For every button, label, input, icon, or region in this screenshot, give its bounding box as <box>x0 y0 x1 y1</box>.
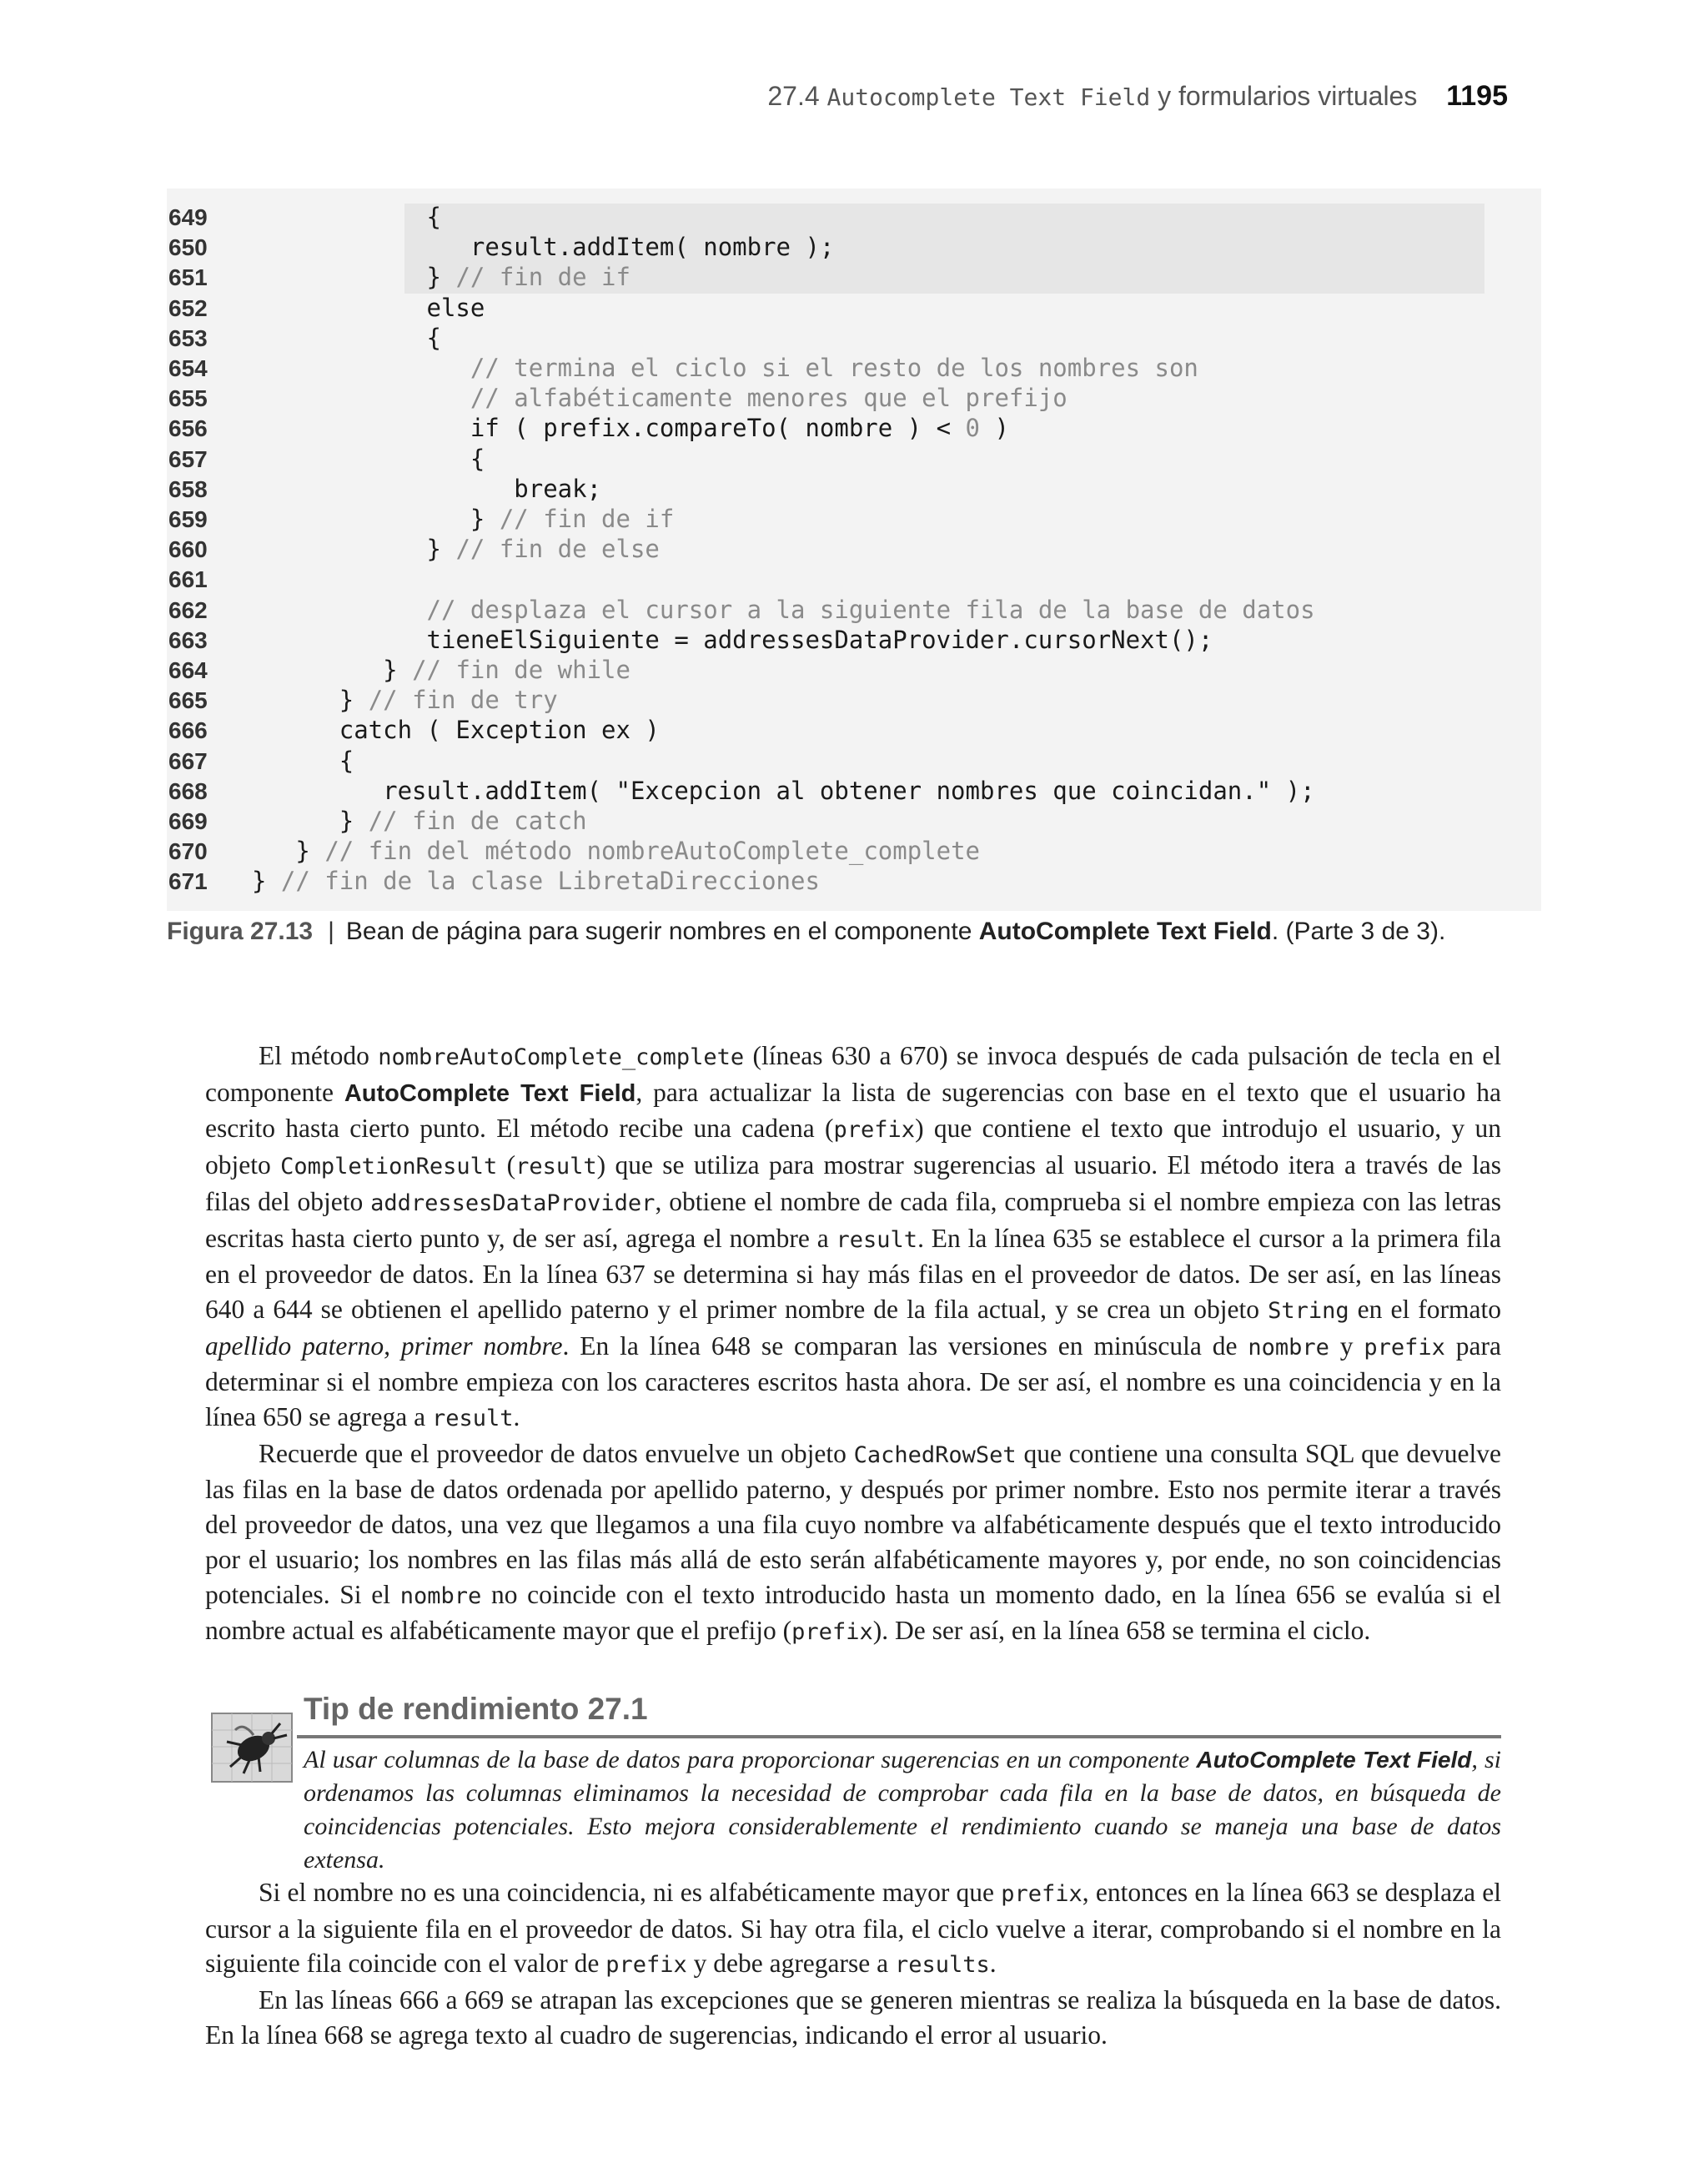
text-run: El método <box>259 1041 379 1070</box>
paragraph <box>205 1983 1501 2052</box>
tip-title: Tip de rendimiento 27.1 <box>304 1692 648 1726</box>
line-number: 650 <box>168 234 208 261</box>
text-run: Al usar columnas de la base de datos para proporcionar sugerencias en un componente <box>304 1746 1197 1773</box>
running-head <box>767 80 1508 113</box>
code-text: } <box>252 535 456 564</box>
section-title-code: Autocomplete Text Field <box>826 83 1151 111</box>
line-number: 668 <box>168 777 208 804</box>
performance-bug-icon <box>210 1705 294 1788</box>
text-run: que contiene una consulta SQL que devuelve las filas en la base de datos ordenada por apellido paterno, y después por primer nombre. Esto nos permite iterar a través del proveedor de datos, una vez que llegamos a una fila cuyo nombre va alfabéticamente después que el texto introducido por el usuario; los nombres en las filas más allá de esto serán alfabéticamente mayores y, por ende, no son coincidencias potenciales. Si el <box>205 1438 1502 1609</box>
code-text: } <box>252 837 325 866</box>
code-literal: 0 <box>965 414 980 443</box>
line-number: 655 <box>168 385 208 412</box>
text-run: . En la línea 635 se establece el cursor a la primera fila en el proveedor de datos. En la línea 637 se determina si hay más filas en el proveedor de datos. De ser así, en las líneas 640 a 644 se obtienen el apellido paterno y el primer nombre de la fila actual, y se crea un objeto <box>205 1223 1501 1324</box>
code-comment: // desplaza el cursor a la siguiente fila de la base de datos <box>426 595 1315 624</box>
code-text: { <box>252 746 354 775</box>
inline-code: result <box>515 1154 597 1180</box>
code-line <box>167 806 587 836</box>
line-number: 659 <box>168 506 208 532</box>
text-run: . En la línea 648 se comparan las versiones en minúscula de <box>562 1330 1248 1361</box>
code-comment: // fin de la clase LibretaDirecciones <box>280 867 820 896</box>
emphasis: apellido paterno, primer nombre <box>205 1330 563 1361</box>
text-run: para determinar si el nombre empieza con los caracteres escritos hasta ahora. De ser así, el nombre es una coincidencia y en la línea 650 se agrega a <box>205 1330 1502 1432</box>
inline-code: prefix <box>1001 1881 1083 1907</box>
tip-text <box>304 1743 1501 1877</box>
text-run: , para actualizar la lista de sugerencias con base en el texto que el usuario ha escrito hasta cierto punto. El método recibe una cadena ( <box>205 1077 1501 1144</box>
inline-code: nombre <box>1248 1334 1329 1361</box>
paragraph <box>205 1436 1501 1650</box>
inline-code: prefix <box>791 1619 873 1646</box>
code-text: { <box>252 323 441 352</box>
code-comment: // fin de if <box>499 505 675 533</box>
code-text: } <box>252 505 500 533</box>
line-number: 669 <box>168 808 208 834</box>
code-line <box>167 866 820 896</box>
tip-divider <box>297 1735 1501 1738</box>
code-line <box>167 474 601 504</box>
inline-code: String <box>1268 1297 1349 1324</box>
code-text: { <box>252 203 441 231</box>
inline-code: result <box>836 1226 918 1253</box>
code-text: if ( prefix.compareTo( nombre ) < <box>252 414 966 443</box>
code-line <box>167 444 485 474</box>
code-line <box>167 232 834 262</box>
line-number: 666 <box>168 717 208 744</box>
code-line <box>167 746 354 776</box>
code-text: else <box>252 293 485 322</box>
code-line <box>167 293 485 323</box>
line-number: 649 <box>168 204 208 230</box>
code-line <box>167 836 980 866</box>
text-run: . <box>989 1949 997 1979</box>
code-line <box>167 262 630 292</box>
section-title: y formularios virtuales <box>1158 81 1418 111</box>
text-run: , si ordenamos las columnas eliminamos la necesidad de comprobar cada fila en la base de datos, en búsqueda de coincidencias potenciales. Esto mejora considerablemente el rendimiento cuando se maneja una base de datos extensa. <box>304 1746 1501 1874</box>
line-number: 670 <box>168 838 208 865</box>
code-text: result.addItem( nombre ); <box>252 233 835 262</box>
code-text: } <box>252 867 281 896</box>
code-text: } <box>252 656 413 684</box>
code-line <box>167 776 1315 806</box>
code-text: tieneElSiguiente = addressesDataProvider.cursorNext(); <box>252 625 1213 654</box>
text-run: y debe agregarse a <box>686 1949 895 1979</box>
text-run: ( <box>497 1150 516 1180</box>
code-line <box>167 383 1068 413</box>
code-line <box>167 323 441 353</box>
line-number: 651 <box>168 264 208 291</box>
text-run: , obtiene el nombre de cada fila, comprueba si el nombre empieza con las letras escritas hasta cierto punto y, de ser así, agrega el nombre a <box>205 1186 1502 1253</box>
code-text: } <box>252 263 456 292</box>
code-text: result.addItem( "Excepcion al obtener nombres que coincidan." ); <box>252 776 1315 805</box>
caption-text-end: . (Parte 3 de 3). <box>1271 918 1446 945</box>
figure-label: Figura 27.13 <box>167 918 314 945</box>
page-number: 1195 <box>1446 80 1508 112</box>
code-line <box>167 655 630 685</box>
component-name: AutoComplete Text Field <box>1196 1747 1472 1773</box>
code-comment: // alfabéticamente menores que el prefijo <box>470 384 1068 413</box>
code-text: } <box>252 686 369 715</box>
paragraph <box>205 1875 1501 1983</box>
code-line <box>167 685 558 715</box>
text-run: . <box>513 1402 520 1432</box>
text-run: (líneas 630 a 670) se invoca después de cada pulsación de tecla en el componente <box>205 1041 1501 1107</box>
code-text: break; <box>252 474 602 503</box>
line-number: 652 <box>168 294 208 321</box>
code-line <box>167 413 1009 443</box>
code-text <box>252 354 470 382</box>
inline-code: nombre <box>399 1582 482 1609</box>
inline-code: addressesDataProvider <box>370 1190 656 1216</box>
line-number: 667 <box>168 747 208 774</box>
text-run: En las líneas 666 a 669 se atrapan las excepciones que se generen mientras se realiza la búsqueda en la base de datos. En la línea 668 se agrega texto al cuadro de sugerencias, indicando el error al usuario. <box>205 1985 1501 2050</box>
code-text: ) <box>979 414 1009 443</box>
text-run: , entonces en la línea 663 se desplaza el cursor a la siguiente fila en el proveedor de datos. Si hay otra fila, el ciclo vuelve a iterar, comprobando si el nombre en la siguiente fila coincide con el valor de <box>205 1878 1502 1979</box>
inline-code: nombreAutoComplete_complete <box>378 1044 745 1070</box>
code-comment: // fin del método nombreAutoComplete_complete <box>324 837 980 866</box>
code-text: { <box>252 444 485 473</box>
code-line <box>167 715 660 745</box>
paragraph <box>205 1039 1501 1436</box>
line-number: 671 <box>168 868 208 895</box>
code-line <box>167 534 660 564</box>
code-line <box>167 595 1315 625</box>
text-run: y <box>1329 1330 1364 1361</box>
inline-code: results <box>894 1952 990 1979</box>
body-text-top <box>205 1039 1501 1650</box>
code-text: } <box>252 807 369 835</box>
code-line <box>167 625 1213 655</box>
code-line <box>167 202 441 232</box>
code-comment: // fin de catch <box>368 807 587 835</box>
text-run: ) que se utiliza para mostrar sugerencias al usuario. El método itera a través de las filas del objeto <box>205 1150 1501 1216</box>
inline-code: result <box>432 1406 514 1432</box>
text-run: ) que contiene el texto que introdujo el usuario, y un objeto <box>205 1114 1501 1180</box>
line-number: 661 <box>168 566 208 593</box>
component-name: AutoComplete Text Field <box>344 1079 636 1107</box>
line-number: 660 <box>168 536 208 563</box>
code-comment: // fin de if <box>455 263 630 292</box>
line-number: 664 <box>168 657 208 683</box>
inline-code: CachedRowSet <box>853 1441 1017 1468</box>
section-number: 27.4 <box>767 81 820 111</box>
code-text <box>252 384 470 412</box>
code-comment: // fin de else <box>455 535 660 564</box>
caption-component-name: AutoComplete Text Field <box>978 918 1272 945</box>
figure-caption <box>167 918 1585 946</box>
line-number: 665 <box>168 687 208 714</box>
line-number: 657 <box>168 445 208 472</box>
code-line <box>167 353 1198 383</box>
code-line <box>167 504 674 534</box>
line-number: 653 <box>168 324 208 351</box>
line-number: 662 <box>168 596 208 623</box>
inline-code: CompletionResult <box>280 1154 498 1180</box>
text-run: Si el nombre no es una coincidencia, ni es alfabéticamente mayor que <box>259 1878 1002 1907</box>
inline-code: prefix <box>605 1952 687 1979</box>
text-run: en el formato <box>1349 1294 1501 1324</box>
code-listing <box>167 189 1541 911</box>
code-text <box>252 596 427 624</box>
text-run: ). De ser así, en la línea 658 se termina el ciclo. <box>872 1616 1371 1646</box>
line-number: 658 <box>168 475 208 502</box>
inline-code: prefix <box>1364 1334 1445 1361</box>
code-comment: // termina el ciclo si el resto de los nombres son <box>470 354 1198 382</box>
line-number: 656 <box>168 415 208 442</box>
caption-text: Bean de página para sugerir nombres en el componente <box>345 918 972 945</box>
caption-separator: | <box>328 918 334 945</box>
line-number: 654 <box>168 355 208 381</box>
text-run: no coincide con el texto introducido hasta un momento dado, en la línea 656 se evalúa si el nombre actual es alfabéticamente mayor que el prefijo ( <box>205 1579 1501 1646</box>
inline-code: prefix <box>833 1117 916 1144</box>
body-text-bottom <box>205 1875 1501 2053</box>
line-number: 663 <box>168 626 208 653</box>
code-comment: // fin de while <box>412 656 630 684</box>
text-run: Recuerde que el proveedor de datos envuelve un objeto <box>259 1438 854 1468</box>
code-comment: // fin de try <box>368 686 558 715</box>
code-text: catch ( Exception ex ) <box>252 716 660 745</box>
code-line <box>167 564 252 594</box>
